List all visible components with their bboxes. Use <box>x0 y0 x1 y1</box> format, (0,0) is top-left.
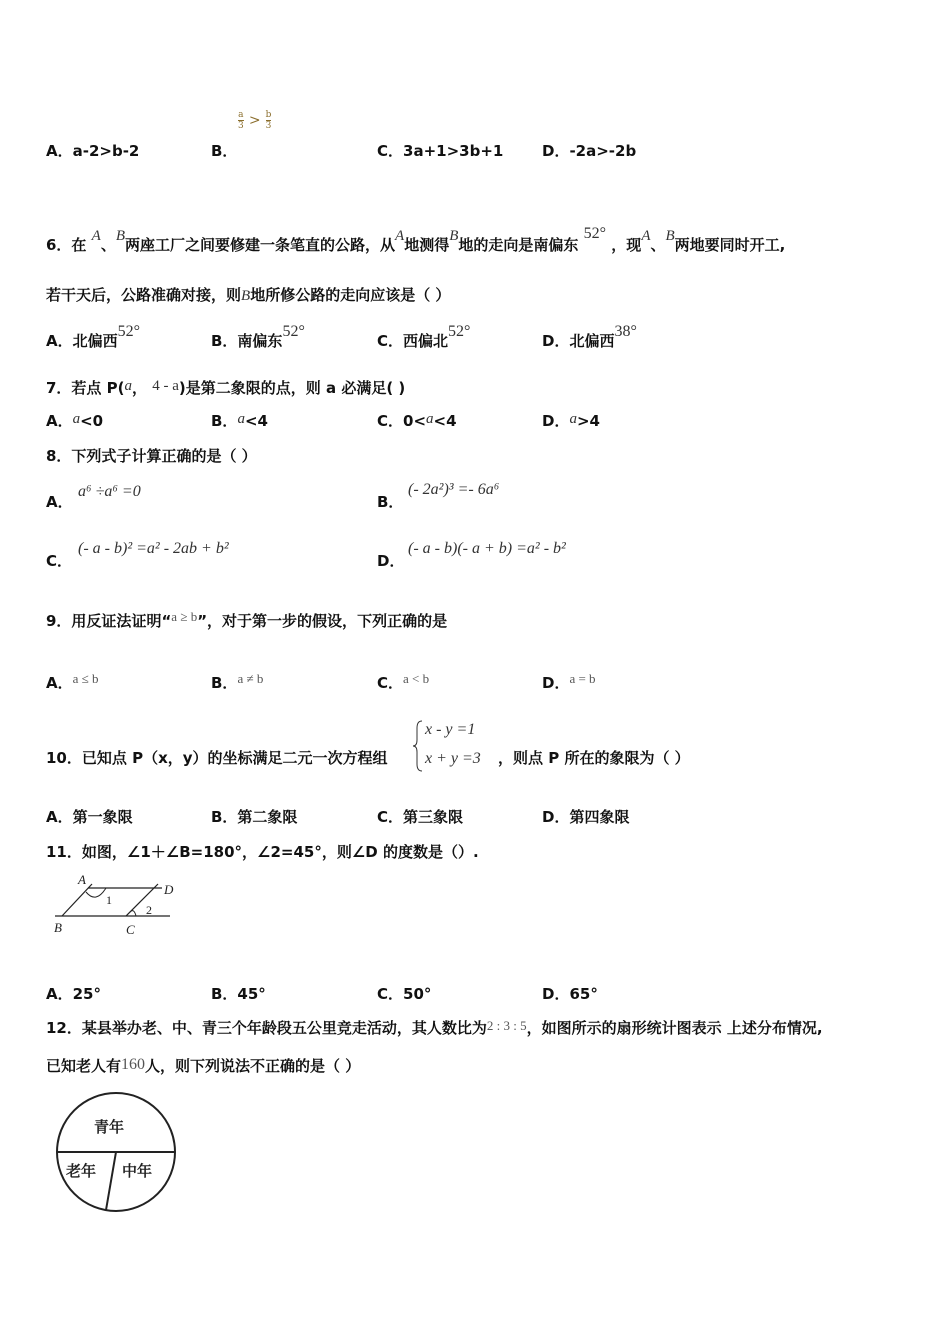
q5-option-b-label: B． <box>211 142 238 160</box>
pie-chart-svg <box>54 1090 178 1214</box>
q10-equation-2: x + y =3 <box>425 750 481 767</box>
q10-stem-end: ，则点 P 所在的象限为（ ） <box>498 749 690 767</box>
q6-option-b: B．南偏东52° <box>211 323 305 350</box>
q10-equation-system <box>412 718 500 774</box>
q12-stem-line2: 已知老人有160人，则下列说法不正确的是（ ） <box>46 1056 361 1075</box>
parallel-lines-figure <box>50 866 182 938</box>
q10-option-a: A．第一象限 <box>46 808 133 826</box>
q9-option-b: B．a ≠ b <box>211 671 264 692</box>
q7-option-b: B．a<4 <box>211 411 268 430</box>
pie-label-youth: 青年 <box>94 1118 125 1136</box>
q5-option-b-expr: $\frac{a}{3}$ > $\frac{b}{3}$ <box>238 110 272 131</box>
q11-stem: 11．如图，∠1＋∠B=180°，∠2=45°，则∠D 的度数是（）. <box>46 843 479 861</box>
q5-option-c: C．3a+1>3b+1 <box>377 142 504 160</box>
angle-2-label: 2 <box>146 903 152 917</box>
q9-option-a: A．a ≤ b <box>46 671 99 692</box>
q8-option-d-expr: (- a - b)(- a + b) =a² - b² <box>408 540 566 557</box>
q10-equation-1: x - y =1 <box>425 721 476 738</box>
q6-stem-line2: 若干天后，公路准确对接，则B地所修公路的走向应该是（ ） <box>46 286 451 304</box>
q8-option-d-label: D． <box>377 552 405 570</box>
q8-stem: 8．下列式子计算正确的是（ ） <box>46 447 257 465</box>
q5-option-d: D．-2a>-2b <box>542 142 637 160</box>
q7-option-d: D．a>4 <box>542 411 600 430</box>
label-a: A <box>78 872 86 887</box>
label-b: B <box>54 920 62 935</box>
q11-option-d: D．65° <box>542 985 598 1003</box>
q10-option-d: D．第四象限 <box>542 808 630 826</box>
q9-option-c: C．a < b <box>377 671 430 692</box>
q10-option-c: C．第三象限 <box>377 808 464 826</box>
q12-pie-chart <box>54 1090 178 1214</box>
q8-option-a-label: A． <box>46 493 73 511</box>
q8-option-b-label: B． <box>377 493 404 511</box>
q5-option-a: A．a-2>b-2 <box>46 142 140 160</box>
angle-1-label: 1 <box>106 893 112 907</box>
pie-label-old: 老年 <box>66 1162 97 1180</box>
q8-option-c-expr: (- a - b)² =a² - 2ab + b² <box>78 540 229 557</box>
q6-option-d: D．北偏西38° <box>542 323 637 350</box>
q10-stem-start: 10．已知点 P（x，y）的坐标满足二元一次方程组 <box>46 749 388 767</box>
q11-option-a: A．25° <box>46 985 101 1003</box>
fraction-b-over-3: $\frac{b}{3}$ <box>265 110 272 131</box>
label-c: C <box>126 922 135 937</box>
q8-option-b-expr: (- 2a²)³ =- 6a⁶ <box>408 481 500 498</box>
q7-option-a: A．a<0 <box>46 411 104 430</box>
fraction-a-over-3: $\frac{a}{3}$ <box>238 110 244 131</box>
q10-option-b: B．第二象限 <box>211 808 298 826</box>
brace-icon <box>412 718 424 774</box>
q8-option-a-expr: a⁶ ÷a⁶ =0 <box>78 483 141 500</box>
label-d: D <box>164 882 174 897</box>
q7-stem: 7．若点 P(a， 4 - a)是第二象限的点，则 a 必满足( ) <box>46 378 406 397</box>
q11-option-c: C．50° <box>377 985 432 1003</box>
q11-figure <box>50 866 182 938</box>
q6-option-a: A．北偏西52° <box>46 323 141 350</box>
q12-stem-line1: 12．某县举办老、中、青三个年龄段五公里竞走活动，其人数比为2 : 3 : 5，如图所示的扇形统计图表示 上述分布情况, <box>46 1018 823 1037</box>
q9-stem: 9．用反证法证明“a ≥ b”，对于第一步的假设，下列正确的是 <box>46 609 448 630</box>
pie-label-middle: 中年 <box>122 1162 153 1180</box>
q6-stem-line1: 6．在 A、B两座工厂之间要修建一条笔直的公路，从A地测得B地的走向是南偏东 52° ，现A、B两地要同时开工, <box>46 225 786 254</box>
q11-option-b: B．45° <box>211 985 266 1003</box>
q7-option-c: C．0<a<4 <box>377 411 457 430</box>
q9-option-d: D．a = b <box>542 671 596 692</box>
q6-option-c: C．西偏北52° <box>377 323 471 350</box>
q8-option-c-label: C． <box>46 552 73 570</box>
